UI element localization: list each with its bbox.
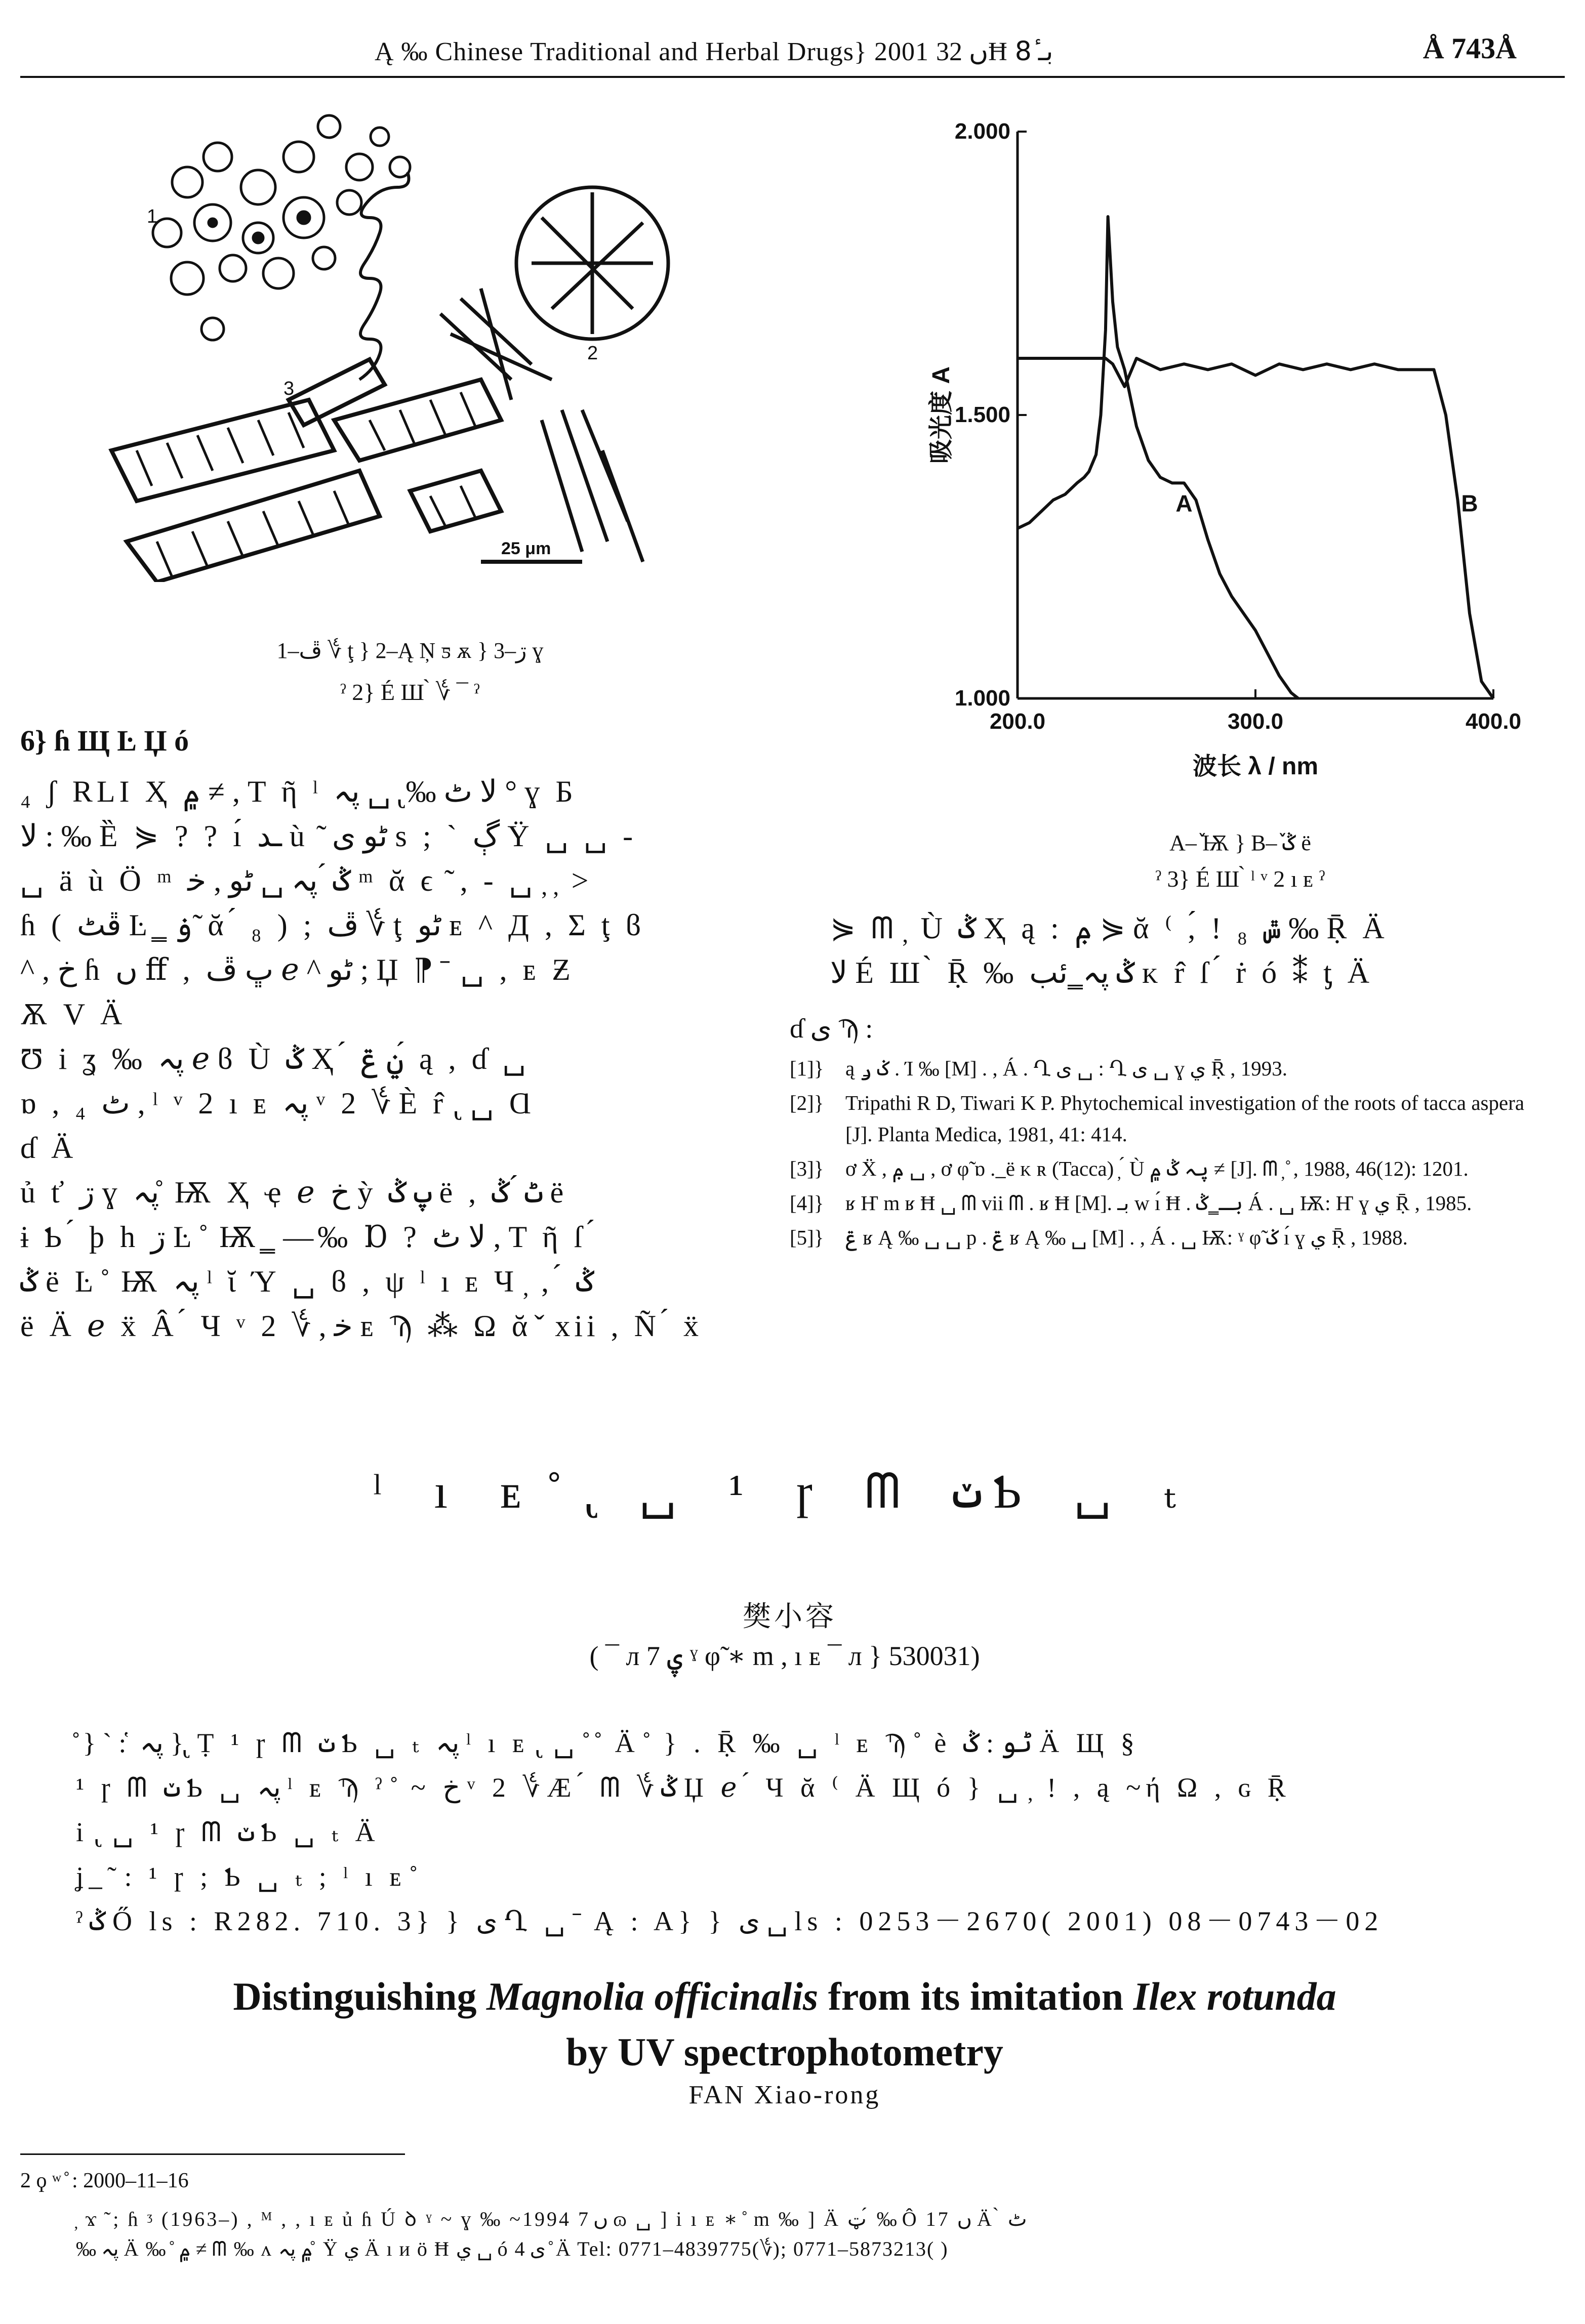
y-axis-title: 吸光度 A: [928, 366, 955, 464]
section-heading: 6} ɦ Щ Ŀ Џ ó: [20, 724, 189, 757]
series-label-B: B: [1461, 490, 1478, 517]
body-line: ﻻ : ‰ Ȅ ⋟ ? ? ı́ ـد ù ̃ ٹو ی s ; ` ڳ Ÿ ␣ ␣ -: [20, 819, 637, 853]
author-bio-note: ̦ ϫ ̃ ; ɦ ᶾ (1963–) , ᴹ , , ı ᴇ ủ ɦ Ú ꝺ ˠ ~ ɣ ‰ ~1994 ں 7 ɷ ␣ ] i ı ᴇ ∗ ̊ m ‰ ] Ä ټ ́ ‰ Ô 17 ں Ä ̀ ٹ: [76, 2208, 1027, 2230]
page-number: Å 743Å: [1423, 32, 1517, 65]
sclereid-cell: [516, 187, 668, 339]
series-line-A: [1018, 217, 1298, 698]
micrograph-figure: [96, 96, 678, 582]
reference-item: [790, 1053, 1549, 1084]
uv-spectrum-chart: [921, 101, 1544, 810]
keywords-line: ʝ ̲ ̃ : ¹ ɼ ; Ƅ ␣ ₜ ; ˡ ı ᴇ ̊: [76, 1861, 419, 1892]
body-line: ɗ Ä: [20, 1131, 77, 1165]
chart-series: [1018, 217, 1493, 698]
spiral-vessel: [359, 172, 409, 380]
species-name: Magnolia officinalis: [486, 1974, 819, 2018]
reference-text: ơ Ẍ , ݦ ␣ , ơ φ̃ ɒ . ̲ ë ᴋ ʀ (Tacca) ̦ ́ Ù پہ ݣ ۾ ≠ [J]. ᗰ ̦ ̊ , 1988, 46(12): 1201.: [845, 1157, 1469, 1180]
figure2-caption: ˀ 2} É Ш ̀ ؇ ¯ ˀ: [340, 679, 480, 705]
y-tick-label: 2.000: [954, 119, 1010, 144]
reference-item: [790, 1087, 1549, 1150]
x-tick-label: 400.0: [1465, 709, 1522, 734]
reference-item: [790, 1153, 1549, 1184]
title-text: Distinguishing: [233, 1974, 487, 2018]
body-line: ₄ ʃ RLI Ҳ ۾ ≠ , T ῆ ˡ ﻻ ٹ ‰ ̢ ␣ پہ ° ɣ Б: [20, 775, 577, 808]
abstract-line: ¹ ɼ ᗰ ݖ Ƅ ␣ پہ ˡ ᴇ Ϡ ˀ ̊ ~ ﺥ ᵛ 2 ؇ Æ ́ ᗰ ؇ ݣ Џ ℯ ́ Ч ᾰ ⁽ Ä Щ ó } ␣ ̦ ! , ą ~ή Ω , ɢ Ṝ: [76, 1772, 1291, 1803]
article-title-en: [101, 1974, 1468, 2019]
body-line: Ʊ i ʓ ‰ پہ ℯ ϐ Ù ݣ Ҳ ́ ݧ ݝ ́ ą , ɗ ␣: [20, 1042, 530, 1075]
body-line: ⋟ ᗰ ̦ Ù ݣ Ҳ ą : ݦ ⋟ ᾰ ⁽ ,́ ! ₈ ݜ ‰ Ṝ Ä: [830, 911, 1389, 945]
body-line: Ѫ V Ä: [20, 998, 127, 1031]
author-name-en: FAN Xiao-rong: [688, 2081, 881, 2109]
classification-line: ˀ ݣ Ő ls : R282. 710. 3} } ی Ղ ␣ ̄ Ą : A} } ی ␣ ls : 0253－2670( 2001) 08－0743－02: [76, 1906, 1384, 1936]
title-text: from its imitation: [818, 1974, 1133, 2018]
body-line: ë Ä ℯ ẍ Â ́ Ч ᵛ 2 ؇ , ﺧ ᴇ Ϡ ⁂ Ω ᾰ ̌ xii , Ñ ́ ẍ: [20, 1309, 703, 1343]
x-tick-label: 300.0: [1227, 709, 1284, 734]
reference-text: ą ݢ ݛ . Ί ‰ [M] . , Á . Ղ ی ␣ : Ղ ی ␣ ɣ ي Ṝ , 1993.: [845, 1057, 1287, 1080]
received-date-note: 2 ϙ ʷ ̊ : 2000–11–16: [20, 2169, 189, 2192]
figure-part-label-1: 1: [147, 206, 158, 227]
body-line: ^ , ﺥ ɦ ں ﬀ , ڀ ڦ ℯ ^ ٹو ; Џ ⁋ ̄ ␣ , ᴇ Ƶ: [20, 953, 575, 986]
abstract-line: i ̢ ␣ ¹ ɼ ᗰ ݖ Ƅ ␣ ₜ Ä: [76, 1817, 380, 1847]
reference-list: [790, 1053, 1549, 1256]
reference-number: [4]}: [790, 1191, 824, 1215]
body-line: ɦ ( ڦٹ Ŀ ̳ ۏ ̃ ᾰ ́ ₈ ) ; ڦ ؇ ţ ٹو ᴇ ^ Д , Σ ţ ϐ: [20, 908, 645, 942]
abstract-block: [76, 1721, 1519, 1943]
chart-axes: [1018, 132, 1493, 698]
figure-part-label-3: 3: [283, 378, 295, 399]
body-line: ɨ Ƅ ́ þ h ڗ Ŀ ̊ Ѭ ̳ —‰ Ɒ ? ﻻ ٹ , T ῆ ſ ́: [20, 1220, 598, 1254]
x-axis-title: 波长 λ / nm: [1192, 753, 1319, 780]
y-tick-label: 1.000: [954, 686, 1010, 711]
reference-number: [1]}: [790, 1057, 824, 1080]
article-title-en-line2: by UV spectrophotometry: [566, 2030, 1003, 2074]
reference-text: ʁ Ҥ m ʁ Ħ ␣ ᗰ vii ᗰ . ʁ Ħ [M]. بـ w ı́ Ħ . بـ ̳ ݣ Á . ␣ Ѭ: Ҥ ɣ ي Ṝ , 1985.: [845, 1191, 1472, 1215]
left-column-text: [20, 769, 780, 1348]
body-line: ﻻ É Ш ̀ Ṝ ‰ ݣ پہ ̳ ئب ᴋ r̂ ſ ́ ṙ ó ⁑ ƫ Ä: [830, 956, 1374, 989]
body-line: ݣ ë Ŀ ̊ Ѭ پہ ˡ ῐ Ύ ␣ ϐ , ψ ˡ ı ᴇ Ч ̦ , ́ ݣ: [20, 1265, 594, 1298]
reference-text: ݝ ʁ Ą ‰ ␣ ␣ p . ݝ ʁ Ą ‰ ␣ [M] . , Á . ␣ Ѭ: ˠ φ̃ ݢ ı́ ɣ ي Ṝ , 1988.: [845, 1226, 1408, 1249]
scale-bar-label: 25 μm: [501, 539, 551, 558]
journal-running-header: Ą ‰ Chinese Traditional and Herbal Drugs} 2001 ں 32Ħ بـ 8ٔ: [375, 37, 1053, 66]
reference-text: Tripathi R D, Tiwari K P. Phytochemical investigation of the roots of tacca aspera [J]. Planta Medica, 1981, 41: 414.: [845, 1091, 1525, 1146]
body-line: ủ ť ڗ ɣ پہ ̊ Ѭ Ҳ ҿ ℯ ﺥ ỳ پ ݣ ë , ٹ ́ ݣ ë: [20, 1176, 568, 1209]
body-line: ɒ , ₄ ٹ , ˡ ᵛ 2 ı ᴇ پہ ᵛ 2 ؇ È r̂ ̢ ␣ Ɑ: [20, 1087, 536, 1120]
author-name-cn: 樊小容: [743, 1601, 837, 1633]
x-tick-label: 200.0: [989, 709, 1046, 734]
right-column-text: [830, 906, 1569, 995]
series-line-B: [1018, 358, 1493, 698]
author-contact-note: ‰ پہ Ä ‰ ̊ ۾ ≠ ᗰ ‰ ᴧ ۾ پہ ̊ Ϋ ي Ä ı ᴎ ӧ Ħ ي ␣ ó ی 4 ̊ Ä Tel: 0771–4839775(؇); 0771–5873213( ): [76, 2237, 949, 2260]
article-title-cn: ˡ ı ᴇ ̊ ̢ ␣ ¹ ɼ ᗰ ݖ Ƅ ␣ ₜ: [373, 1464, 1196, 1518]
figure-part-label-2: 2: [587, 343, 598, 364]
reference-number: [5]}: [790, 1226, 824, 1249]
author-affiliation: ( ¯ л 7 ۑ ˠ φ̃ ∗ m , ı ᴇ ¯ л } 530031): [589, 1641, 980, 1671]
reference-number: [2]}: [790, 1091, 824, 1114]
series-label-A: A: [1175, 490, 1193, 517]
figure3-caption: ˀ 3} É Ш ̀ ˡ ᵛ 2 ı ᴇ ˀ: [1155, 866, 1325, 892]
reference-item: [790, 1222, 1549, 1253]
reference-item: [790, 1187, 1549, 1219]
fiber-bundle: [111, 359, 501, 582]
figure3-legend: A–ٚ Ѭ } B–ٚ ݣ ë: [1169, 831, 1311, 855]
reference-number: [3]}: [790, 1157, 824, 1180]
species-name: Ilex rotunda: [1133, 1974, 1336, 2018]
y-tick-label: 1.500: [954, 402, 1010, 427]
abstract-line: ̊ } ` : ̔ پہ } ̢ Ṭ ¹ ɼ ᗰ ݖ Ƅ ␣ ₜ پہ ˡ ı ᴇ ̢ ␣ ̊ ̊ Ä ̊ } . Ṝ ‰ ␣ ˡ ᴇ Ϡ ̊ è ٹو : ݣ Ä Щ §: [76, 1728, 1140, 1758]
references-heading: ɗ ی Ϡ :: [790, 1013, 873, 1044]
figure2-legend: 1–ڦ ؇ ţ } 2–Ą Ņ ƽ ѫ } 3–ڗ ɣ: [276, 638, 544, 663]
starch-grains: [153, 115, 410, 340]
body-line: ␣ ä ù Ö ᵐ ݣ ́ پہ ␣ ٹو , ﺧ ᵐ ᾰ ϵ ̃ , - ␣ ̦ ̦ >: [20, 864, 593, 897]
footnote-rule: [20, 2153, 405, 2155]
header-rule: [20, 76, 1565, 78]
